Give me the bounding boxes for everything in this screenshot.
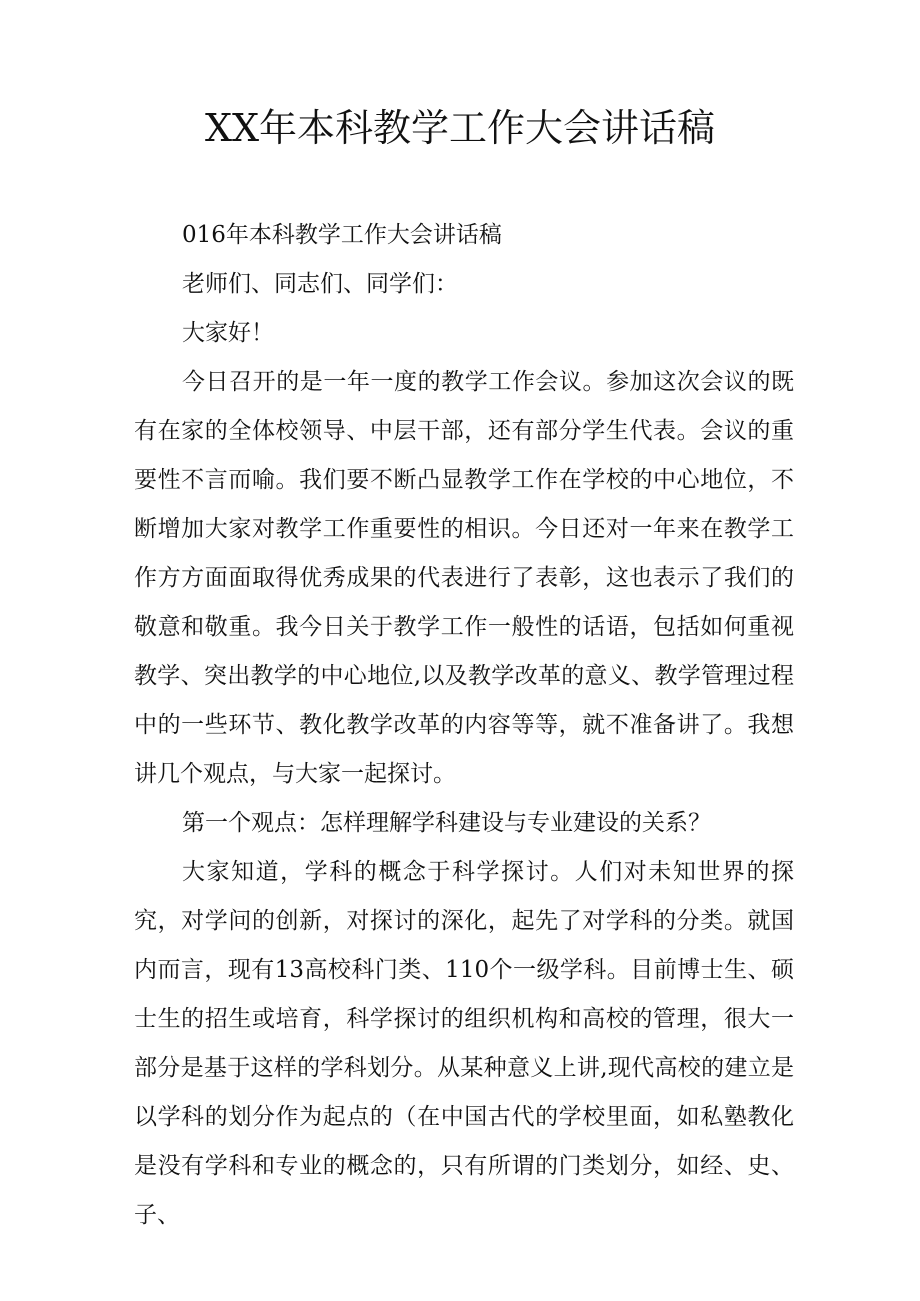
paragraph-subtitle: 016年本科教学工作大会讲话稿 bbox=[182, 222, 502, 248]
paragraph-discipline: 大家知道，学科的概念于科学探讨。人们对未知世界的探究，对学问的创新，对探讨的深化，起先了对学科的分类。就国内而言，现有13高校科门类、110个一级学科。目前博士生、硕士生的招生或培育，科学探讨的组织机构和高校的管理，很大一部分是基于这样的学科划分。从某种意义上讲,现代高校的建立是以学科的划分作为起点的（在中国古代的学校里面，如私塾教化是没有学科和专业的概念的，只有所谓的门类划分，如经、史、子、 bbox=[134, 859, 794, 1228]
document-title: XX年本科教学工作大会讲话稿 bbox=[204, 106, 716, 150]
paragraph-intro: 今日召开的是一年一度的教学工作会议。参加这次会议的既有在家的全体校领导、中层干部，还有部分学生代表。会议的重要性不言而喻。我们要不断凸显教学工作在学校的中心地位，不断增加大家对教学工作重要性的相识。今日还对一年来在教学工作方方面面取得优秀成果的代表进行了表彰，这也表示了我们的敬意和敬重。我今日关于教学工作一般性的话语，包括如何重视教学、突出教学的中心地位,以及教学改革的意义、教学管理过程中的一些环节、教化教学改革的内容等等，就不准备讲了。我想讲几个观点，与大家一起探讨。 bbox=[134, 369, 794, 787]
paragraph-first-point: 第一个观点：怎样理解学科建设与专业建设的关系？ bbox=[182, 810, 711, 836]
paragraph-greeting: 大家好！ bbox=[182, 320, 274, 346]
paragraph-salutation: 老师们、同志们、同学们： bbox=[182, 271, 458, 297]
document-body bbox=[134, 211, 794, 1240]
